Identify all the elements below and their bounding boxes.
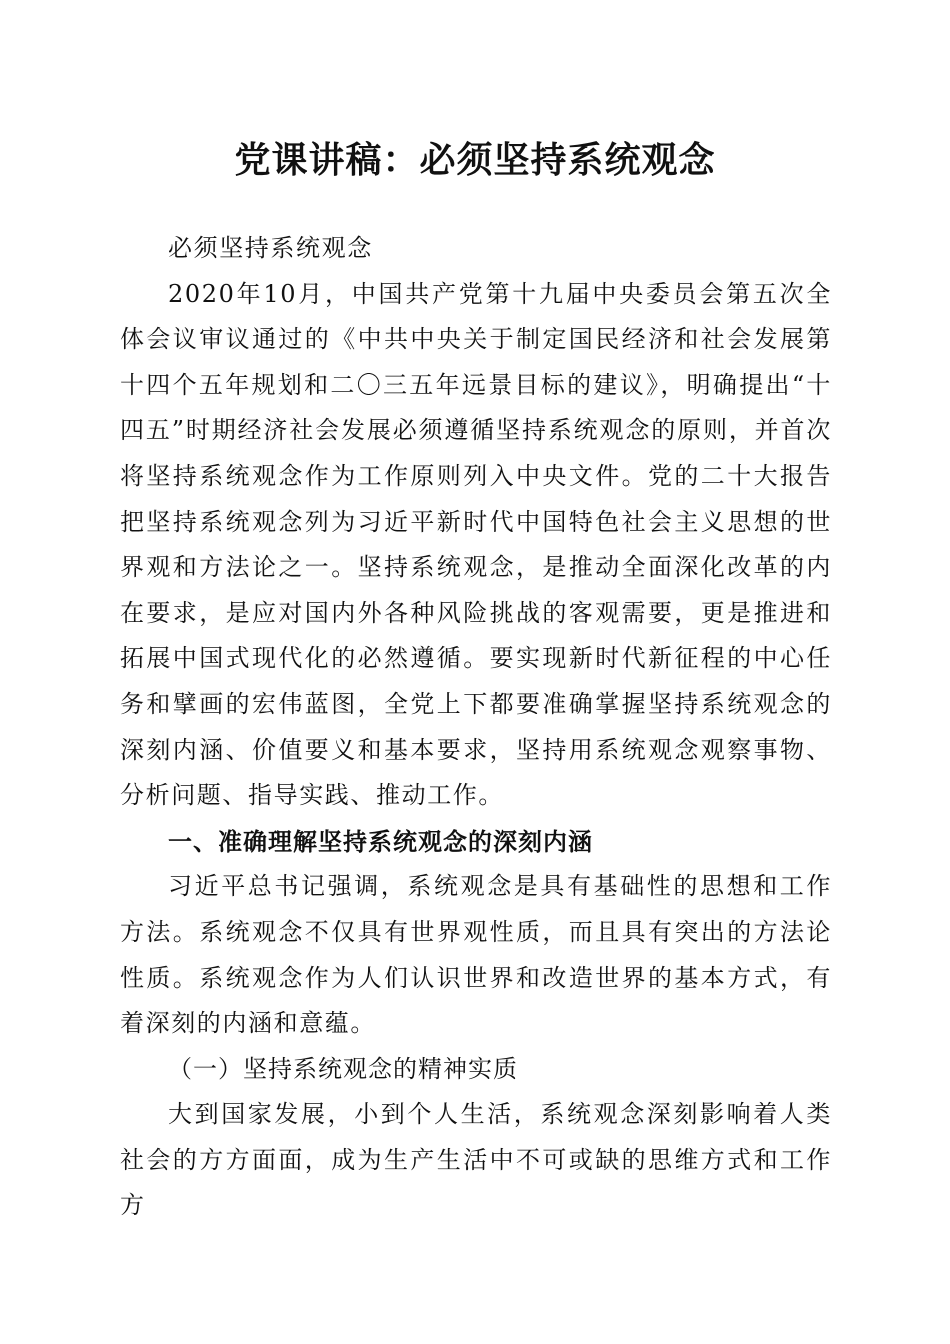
section-heading-1: 一、准确理解坚持系统观念的深刻内涵 [168, 826, 593, 856]
document-title: 党课讲稿：必须坚持系统观念 [234, 139, 716, 181]
document-body [120, 226, 832, 1229]
subsection-heading-1: （一）坚持系统观念的精神实质 [168, 1054, 518, 1083]
paragraph-intro: 2020年10月，中国共产党第十九届中央委员会第五次全体会议审议通过的《中共中央关于制定国民经济和社会发展第十四个五年规划和二〇三五年远景目标的建议》，明确提出“十四五”时期经济社会发展必须遵循坚持系统观念的原则，并首次将坚持系统观念作为工作原则列入中央文件。党的二十大报告把坚持系统观念列为习近平新时代中国特色社会主义思想的世界观和方法论之一。坚持系统观念，是推动全面深化改革的内在要求，是应对国内外各种风险挑战的客观需要，更是推进和拓展中国式现代化的必然遵循。要实现新时代新征程的中心任务和擘画的宏伟蓝图，全党上下都要准确掌握坚持系统观念的深刻内涵、价值要义和基本要求，坚持用系统观念观察事物、分析问题、指导实践、推动工作。 [120, 279, 832, 810]
paragraph-subtitle: 必须坚持系统观念 [168, 234, 373, 262]
paragraph-section-1: 习近平总书记强调，系统观念是具有基础性的思想和工作方法。系统观念不仅具有世界观性质，而且具有突出的方法论性质。系统观念作为人们认识世界和改造世界的基本方式，有着深刻的内涵和意蕴。 [120, 872, 832, 1038]
paragraph-subsection-1: 大到国家发展，小到个人生活，系统观念深刻影响着人类社会的方方面面，成为生产生活中不可或缺的思维方式和工作方 [120, 1100, 832, 1220]
